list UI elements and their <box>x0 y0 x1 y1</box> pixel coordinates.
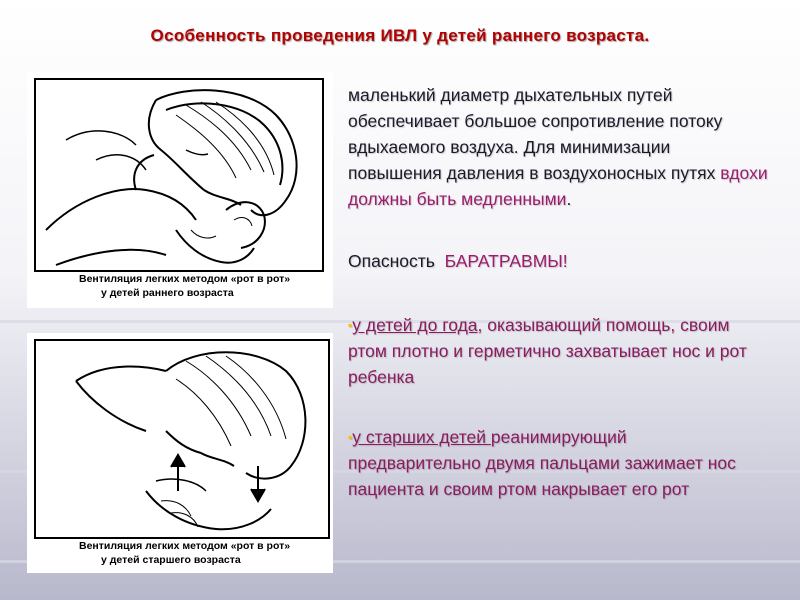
barotrauma-highlight: БАРАТРАВМЫ! <box>444 251 568 271</box>
caption-line-1: Вентиляция легких методом «рот в рот» <box>79 540 291 552</box>
bullet-marker-icon: ▪ <box>348 318 353 332</box>
caption-line-1: Вентиляция легких методом «рот в рот» <box>79 273 291 285</box>
slide-title: Особенность проведения ИВЛ у детей раннего возраста. <box>150 26 650 45</box>
slow-breaths-highlight: вдохи должны быть медленными <box>348 163 768 209</box>
danger-label: Опасность <box>348 251 435 271</box>
caption-line-2: у детей старшего возраста <box>101 554 241 566</box>
mouth-to-mouth-child-illustration-icon <box>36 341 328 537</box>
figure-infant <box>27 72 333 308</box>
bullet-heading: у старших детей <box>352 427 491 447</box>
paragraph-end: . <box>566 189 572 209</box>
bullet-marker-icon: ▪ <box>348 430 353 444</box>
bullet-infants <box>348 312 758 390</box>
mouth-to-mouth-infant-illustration-icon <box>36 80 322 270</box>
illustration-frame <box>34 339 330 539</box>
figure-caption <box>79 539 329 567</box>
bullet-older-children <box>348 424 758 502</box>
bullet-text: реанимирующий предварительно двумя пальцами зажимает нос пациента и своим ртом накрывает его рот <box>348 427 736 499</box>
bullet-heading: у детей до года <box>352 315 478 335</box>
paragraph-text: маленький диаметр дыхательных путей обеспечивает большое сопротивление потоку вдыхаемого воздуха. Для минимизации повышения давления в воздухоносных путях <box>348 85 723 183</box>
bullet-text: , оказывающий помощь, своим ртом плотно и герметично захватывает нос и рот ребенка <box>348 315 747 387</box>
caption-line-2: у детей раннего возраста <box>101 287 234 299</box>
danger-line <box>348 248 768 274</box>
illustration-frame <box>34 78 324 272</box>
airway-paragraph <box>348 82 768 212</box>
figure-caption <box>79 272 329 300</box>
figure-child <box>27 333 333 573</box>
